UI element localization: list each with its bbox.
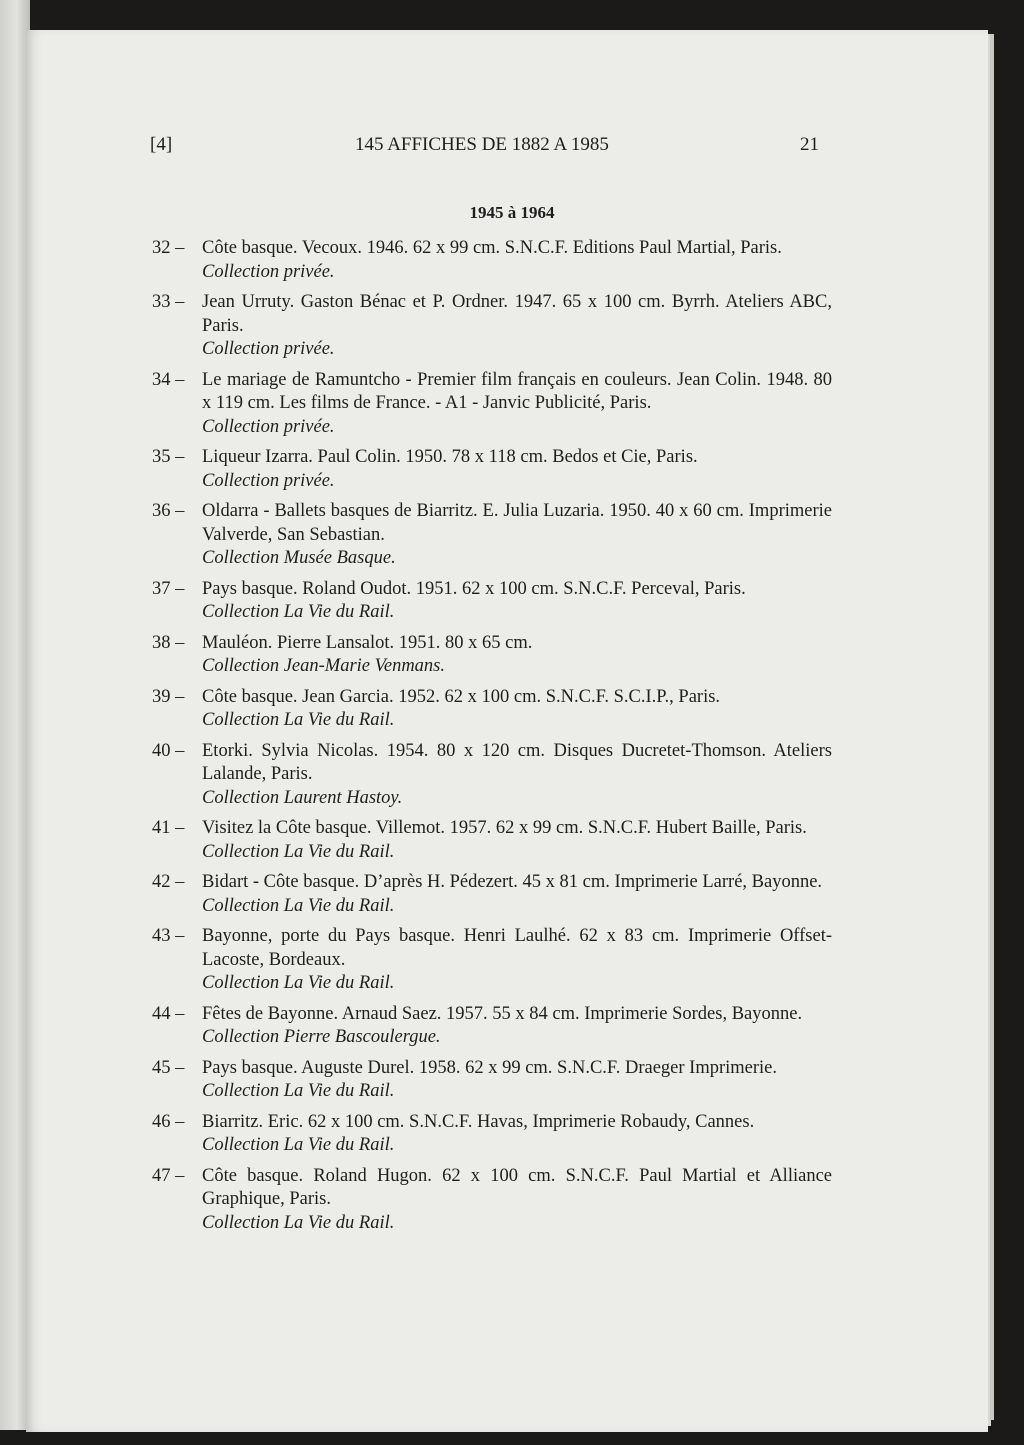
catalogue-entry — [152, 632, 832, 679]
entry-collection: Collection privée. — [202, 261, 335, 282]
section-title: 1945 à 1964 — [469, 203, 555, 222]
entry-description: Visitez la Côte basque. Villemot. 1957. 62 x 99 cm. S.N.C.F. Hubert Baille, Paris. — [202, 818, 807, 838]
entry-number: 43 – — [152, 926, 185, 946]
entry-number: 36 – — [152, 501, 185, 521]
entry-description: Le mariage de Ramuntcho - Premier film français en couleurs. Jean Colin. 1948. 80 x 119 cm. Les films de France. - A1 - Janvic Publicité, Paris. — [202, 369, 832, 413]
entry-collection: Collection La Vie du Rail. — [202, 1135, 395, 1155]
entry-collection: Collection privée. — [202, 470, 335, 491]
catalogue-entry — [152, 817, 832, 864]
running-header — [0, 134, 1024, 162]
catalogue-entry — [152, 369, 832, 440]
entry-number: 38 – — [152, 632, 185, 653]
entry-collection: Collection La Vie du Rail. — [202, 602, 395, 622]
entry-description: Pays basque. Roland Oudot. 1951. 62 x 100 cm. S.N.C.F. Perceval, Paris. — [202, 578, 746, 599]
entry-number: 44 – — [152, 1003, 185, 1024]
catalogue-entry — [152, 740, 832, 811]
catalogue-entry — [152, 578, 832, 625]
entry-description: Côte basque. Jean Garcia. 1952. 62 x 100 cm. S.N.C.F. S.C.I.P., Paris. — [202, 686, 721, 707]
entry-description: Jean Urruty. Gaston Bénac et P. Ordner. 1947. 65 x 100 cm. Byrrh. Ateliers ABC, Paris. — [202, 292, 832, 336]
catalogue-entry — [152, 1111, 832, 1158]
entry-collection: Collection La Vie du Rail. — [202, 710, 395, 730]
entry-collection: Collection privée. — [202, 416, 335, 437]
entry-collection: Collection La Vie du Rail. — [202, 895, 395, 916]
entry-description: Mauléon. Pierre Lansalot. 1951. 80 x 65 cm. — [202, 632, 533, 653]
entry-collection: Collection Laurent Hastoy. — [202, 787, 403, 808]
entry-collection: Collection privée. — [202, 339, 335, 359]
entry-description: Liqueur Izarra. Paul Colin. 1950. 78 x 118 cm. Bedos et Cie, Paris. — [202, 447, 698, 467]
entry-number: 32 – — [152, 238, 185, 258]
catalogue-entry — [152, 1003, 832, 1050]
entry-number: 46 – — [152, 1111, 185, 1132]
entry-number: 39 – — [152, 686, 185, 707]
entry-description: Bayonne, porte du Pays basque. Henri Laulhé. 62 x 83 cm. Imprimerie Offset-Lacoste, Bordeaux. — [202, 926, 832, 970]
entry-collection: Collection Jean-Marie Venmans. — [202, 656, 446, 676]
catalogue-entry — [152, 500, 832, 571]
entry-number: 41 – — [152, 818, 185, 838]
catalogue-entry — [152, 291, 832, 362]
entry-collection: Collection Musée Basque. — [202, 548, 396, 568]
entry-collection: Collection La Vie du Rail. — [202, 1212, 395, 1233]
entry-number: 37 – — [152, 578, 185, 599]
entry-collection: Collection La Vie du Rail. — [202, 1081, 395, 1101]
running-title: 145 AFFICHES DE 1882 A 1985 — [355, 134, 609, 155]
entry-collection: Collection La Vie du Rail. — [202, 973, 395, 993]
entry-collection: Collection Pierre Bascoulergue. — [202, 1027, 441, 1047]
catalogue-entry — [152, 925, 832, 996]
entry-description: Bidart - Côte basque. D’après H. Pédezert. 45 x 81 cm. Imprimerie Larré, Bayonne. — [202, 872, 823, 892]
entry-description: Côte basque. Roland Hugon. 62 x 100 cm. S.N.C.F. Paul Martial et Alliance Graphique, Paris. — [202, 1165, 832, 1209]
entry-number: 34 – — [152, 369, 185, 390]
entry-number: 42 – — [152, 872, 185, 892]
catalogue-list — [152, 237, 832, 1242]
entry-description: Pays basque. Auguste Durel. 1958. 62 x 99 cm. S.N.C.F. Draeger Imprimerie. — [202, 1057, 778, 1078]
entry-description: Biarritz. Eric. 62 x 100 cm. S.N.C.F. Havas, Imprimerie Robaudy, Cannes. — [202, 1111, 755, 1132]
entry-number: 45 – — [152, 1057, 185, 1078]
catalogue-entry — [152, 686, 832, 733]
entry-description: Oldarra - Ballets basques de Biarritz. E. Julia Luzaria. 1950. 40 x 60 cm. Imprimerie Valverde, San Sebastian. — [202, 501, 832, 545]
catalogue-entry — [152, 871, 832, 918]
entry-number: 47 – — [152, 1165, 185, 1186]
catalogue-entry — [152, 1057, 832, 1104]
entry-number: 35 – — [152, 447, 185, 467]
catalogue-entry — [152, 446, 832, 493]
entry-description: Fêtes de Bayonne. Arnaud Saez. 1957. 55 x 84 cm. Imprimerie Sordes, Bayonne. — [202, 1003, 803, 1024]
entry-number: 40 – — [152, 740, 185, 761]
paper-edge — [990, 34, 994, 1420]
catalogue-entry — [152, 237, 832, 284]
catalogue-entry — [152, 1165, 832, 1236]
entry-description: Etorki. Sylvia Nicolas. 1954. 80 x 120 cm. Disques Ducretet-Thomson. Ateliers Lalande, Paris. — [202, 740, 832, 784]
entry-description: Côte basque. Vecoux. 1946. 62 x 99 cm. S.N.C.F. Editions Paul Martial, Paris. — [202, 238, 782, 258]
page-number: 21 — [800, 134, 819, 155]
chapter-number: [4] — [150, 134, 173, 155]
entry-collection: Collection La Vie du Rail. — [202, 841, 395, 862]
entry-number: 33 – — [152, 292, 185, 312]
